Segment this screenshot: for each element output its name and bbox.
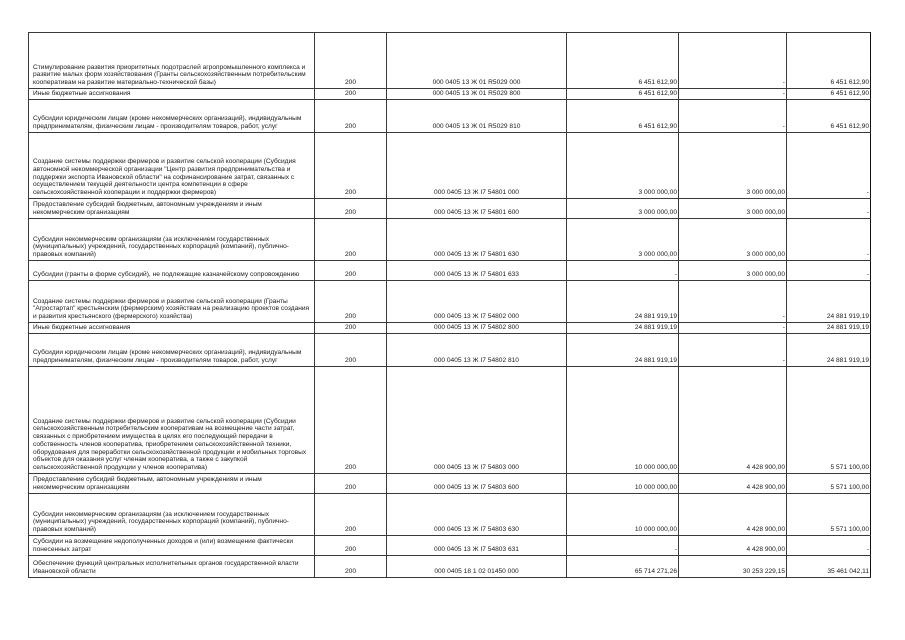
row-description: Субсидии некоммерческим организациям (за исключением государственных (муниципальных) учреждений, государственных корпораций (компаний), публично-правовых компаний): [29, 219, 315, 261]
row-description: Стимулирование развития приоритетных подотраслей агропромышленного комплекса и развитие малых форм хозяйствования (Гранты сельскохозяйственным потребительским кооперативам на развитие материально-технической базы): [29, 33, 315, 89]
row-remaining-amount: -: [787, 536, 871, 556]
row-line-code: 200: [315, 334, 387, 367]
row-approved-amount: 3 000 000,00: [567, 133, 679, 199]
row-executed-amount: 4 428 900,00: [679, 536, 787, 556]
row-executed-amount: -: [679, 33, 787, 89]
table-row: [29, 261, 871, 281]
row-remaining-amount: 6 451 612,90: [787, 89, 871, 100]
table-row: [29, 89, 871, 100]
row-budget-classification: 000 0405 13 Ж I7 54803 630: [387, 494, 567, 536]
row-executed-amount: 3 000 000,00: [679, 199, 787, 219]
row-approved-amount: 3 000 000,00: [567, 199, 679, 219]
row-remaining-amount: 35 461 042,11: [787, 556, 871, 578]
row-approved-amount: 6 451 612,90: [567, 89, 679, 100]
budget-table-body: [29, 33, 871, 578]
row-remaining-amount: 24 881 919,19: [787, 323, 871, 334]
row-approved-amount: -: [567, 261, 679, 281]
row-executed-amount: 3 000 000,00: [679, 133, 787, 199]
table-row: [29, 281, 871, 323]
table-row: [29, 536, 871, 556]
row-line-code: 200: [315, 100, 387, 133]
table-row: [29, 494, 871, 536]
row-approved-amount: 24 881 919,19: [567, 323, 679, 334]
row-executed-amount: 3 000 000,00: [679, 219, 787, 261]
row-budget-classification: 000 0405 13 Ж I7 54802 810: [387, 334, 567, 367]
row-budget-classification: 000 0405 13 Ж I7 54801 633: [387, 261, 567, 281]
row-approved-amount: -: [567, 536, 679, 556]
row-budget-classification: 000 0405 13 Ж 01 R5029 000: [387, 33, 567, 89]
row-executed-amount: -: [679, 89, 787, 100]
row-approved-amount: 10 000 000,00: [567, 367, 679, 474]
row-executed-amount: 30 253 229,15: [679, 556, 787, 578]
row-approved-amount: 10 000 000,00: [567, 494, 679, 536]
row-budget-classification: 000 0405 13 Ж 01 R5029 800: [387, 89, 567, 100]
row-budget-classification: 000 0405 13 Ж I7 54801 000: [387, 133, 567, 199]
table-row: [29, 367, 871, 474]
row-budget-classification: 000 0405 18 1 02 01450 000: [387, 556, 567, 578]
row-description: Субсидии (гранты в форме субсидий), не подлежащие казначейскому сопровождению: [29, 261, 315, 281]
row-line-code: 200: [315, 367, 387, 474]
table-row: [29, 323, 871, 334]
row-remaining-amount: 6 451 612,90: [787, 100, 871, 133]
row-line-code: 200: [315, 474, 387, 494]
table-row: [29, 334, 871, 367]
row-budget-classification: 000 0405 13 Ж I7 54803 631: [387, 536, 567, 556]
row-line-code: 200: [315, 33, 387, 89]
row-approved-amount: 10 000 000,00: [567, 474, 679, 494]
row-description: Иные бюджетные ассигнования: [29, 323, 315, 334]
budget-document: [28, 32, 870, 578]
table-row: [29, 199, 871, 219]
row-executed-amount: 4 428 900,00: [679, 474, 787, 494]
row-approved-amount: 6 451 612,90: [567, 100, 679, 133]
row-description: Создание системы поддержки фермеров и развитие сельской кооперации (Гранты "Агростартап" крестьянским (фермерским) хозяйствам на реализацию проектов создания и развития крестьянского (фермерского) хозяйства): [29, 281, 315, 323]
row-line-code: 200: [315, 556, 387, 578]
row-line-code: 200: [315, 219, 387, 261]
row-approved-amount: 3 000 000,00: [567, 219, 679, 261]
row-remaining-amount: -: [787, 133, 871, 199]
row-remaining-amount: 5 571 100,00: [787, 367, 871, 474]
row-approved-amount: 65 714 271,26: [567, 556, 679, 578]
row-executed-amount: 4 428 900,00: [679, 367, 787, 474]
row-remaining-amount: -: [787, 219, 871, 261]
row-budget-classification: 000 0405 13 Ж I7 54803 000: [387, 367, 567, 474]
row-description: Обеспечение функций центральных исполнительных органов государственной власти Ивановской области: [29, 556, 315, 578]
row-description: Субсидии юридическим лицам (кроме некоммерческих организаций), индивидуальным предпринимателям, физическим лицам - производителям товаров, работ, услуг: [29, 100, 315, 133]
row-budget-classification: 000 0405 13 Ж I7 54803 600: [387, 474, 567, 494]
row-description: Субсидии на возмещение недополученных доходов и (или) возмещение фактически понесенных затрат: [29, 536, 315, 556]
row-budget-classification: 000 0405 13 Ж I7 54801 600: [387, 199, 567, 219]
row-remaining-amount: 24 881 919,19: [787, 281, 871, 323]
row-budget-classification: 000 0405 13 Ж 01 R5029 810: [387, 100, 567, 133]
row-budget-classification: 000 0405 13 Ж I7 54802 000: [387, 281, 567, 323]
row-line-code: 200: [315, 536, 387, 556]
row-executed-amount: -: [679, 100, 787, 133]
row-approved-amount: 6 451 612,90: [567, 33, 679, 89]
row-description: Предоставление субсидий бюджетным, автономным учреждениям и иным некоммерческим организациям: [29, 474, 315, 494]
row-remaining-amount: -: [787, 199, 871, 219]
row-remaining-amount: -: [787, 261, 871, 281]
table-row: [29, 100, 871, 133]
table-row: [29, 219, 871, 261]
row-description: Субсидии юридическим лицам (кроме некоммерческих организаций), индивидуальным предпринимателям, физическим лицам - производителям товаров, работ, услуг: [29, 334, 315, 367]
row-description: Создание системы поддержки фермеров и развитие сельской кооперации (Субсидия автономной некоммерческой организации "Центр развития предпринимательства и поддержки экспорта Ивановской области" на софинансирование затрат, связанных с осуществлением текущей деятельности центра компетенции в сфере сельскохозяйственной кооперации и поддержки фермеров): [29, 133, 315, 199]
row-remaining-amount: 5 571 100,00: [787, 494, 871, 536]
row-description: Создание системы поддержки фермеров и развитие сельской кооперации (Субсидии сельскохозяйственным потребительским кооперативам на возмещение части затрат, связанных с приобретением имущества в целях его последующей передачи в собственность членов кооператива, приобретением сельскохозяйственной техники, оборудования для переработки сельскохозяйственной продукции и мобильных торговых объектов для оказания услуг членам кооператива, а также с закупкой сельскохозяйственной продукции у членов кооператива): [29, 367, 315, 474]
row-budget-classification: 000 0405 13 Ж I7 54802 800: [387, 323, 567, 334]
row-executed-amount: 4 428 900,00: [679, 494, 787, 536]
row-line-code: 200: [315, 323, 387, 334]
row-description: Иные бюджетные ассигнования: [29, 89, 315, 100]
row-line-code: 200: [315, 199, 387, 219]
row-executed-amount: -: [679, 334, 787, 367]
row-executed-amount: -: [679, 281, 787, 323]
row-executed-amount: -: [679, 323, 787, 334]
row-budget-classification: 000 0405 13 Ж I7 54801 630: [387, 219, 567, 261]
table-row: [29, 474, 871, 494]
row-approved-amount: 24 881 919,19: [567, 281, 679, 323]
row-line-code: 200: [315, 89, 387, 100]
row-remaining-amount: 24 881 919,19: [787, 334, 871, 367]
row-description: Субсидии некоммерческим организациям (за исключением государственных (муниципальных) учреждений, государственных корпораций (компаний), публично-правовых компаний): [29, 494, 315, 536]
row-line-code: 200: [315, 494, 387, 536]
budget-table: [28, 32, 871, 578]
row-executed-amount: 3 000 000,00: [679, 261, 787, 281]
row-approved-amount: 24 881 919,19: [567, 334, 679, 367]
row-line-code: 200: [315, 261, 387, 281]
table-row: [29, 133, 871, 199]
table-row: [29, 556, 871, 578]
table-row: [29, 33, 871, 89]
row-line-code: 200: [315, 133, 387, 199]
row-description: Предоставление субсидий бюджетным, автономным учреждениям и иным некоммерческим организациям: [29, 199, 315, 219]
row-remaining-amount: 6 451 612,90: [787, 33, 871, 89]
row-line-code: 200: [315, 281, 387, 323]
row-remaining-amount: 5 571 100,00: [787, 474, 871, 494]
